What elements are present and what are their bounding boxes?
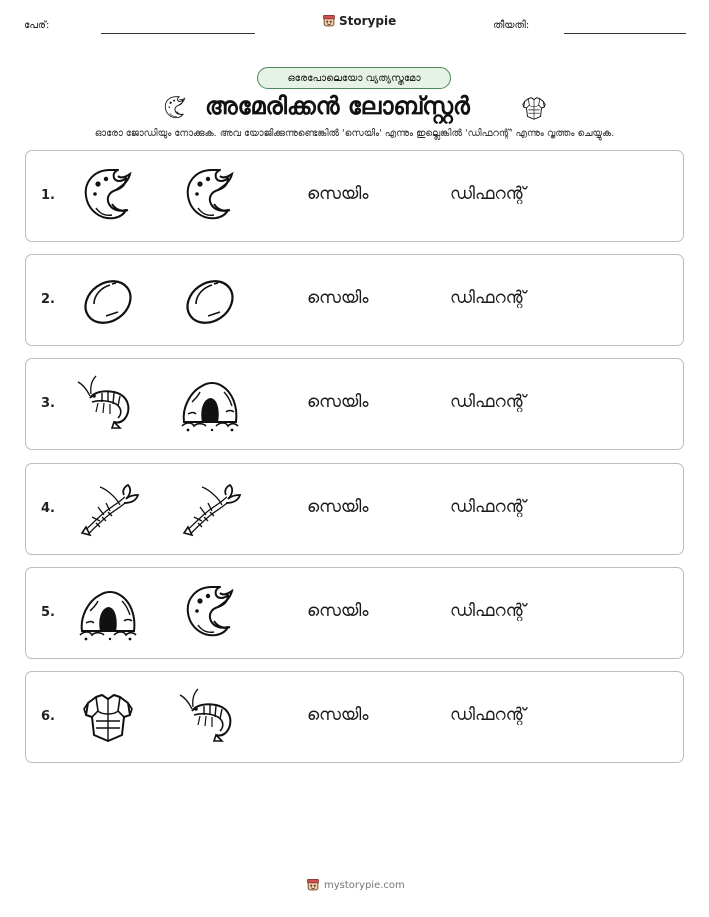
claw-icon [161,94,189,122]
name-field-line [101,33,255,34]
option-different[interactable]: ഡിഫറന്റ് [450,288,526,309]
mascot-icon [306,878,320,892]
date-field-line [564,33,686,34]
question-number: 5. [41,604,55,620]
name-label: പേര്: [24,20,50,31]
claw-icon [178,581,242,645]
cave-icon [178,372,242,436]
option-same[interactable]: സെയിം [307,600,369,621]
option-same[interactable]: സെയിം [307,496,369,517]
question-row [25,254,684,346]
instructions: ഓരോ ജോഡിയും നോക്കുക. അവ യോജിക്കുന്നുണ്ടെങ്കിൽ 'സെയിം' എന്നും ഇല്ലെങ്കിൽ 'ഡിഫറന്റ്' എന്നും വൃത്തം ചെയ്യുക. [94,128,615,139]
cave-icon [76,581,140,645]
question-number: 6. [41,709,55,724]
lobster-icon [178,477,242,541]
question-row [25,567,684,659]
question-number: 2. [41,292,55,308]
option-different[interactable]: ഡിഫറന്റ് [450,705,526,725]
question-row [25,358,684,450]
option-same[interactable]: സെയിം [307,392,369,413]
question-row [25,671,684,763]
question-number: 3. [41,396,55,412]
option-different[interactable]: ഡിഫറന്റ് [450,496,526,517]
claw-icon [76,164,140,228]
shrimp-icon [76,372,140,436]
egg-icon [178,268,242,332]
title-row [0,88,709,128]
footer [0,878,709,898]
claw-icon [178,164,242,228]
option-different[interactable]: ഡിഫറന്റ് [450,184,526,204]
question-number: 4. [41,500,55,516]
question-row [25,150,684,242]
option-different[interactable]: ഡിഫറന്റ് [450,392,526,413]
brand-name: Storypie [339,14,397,28]
option-same[interactable]: സെയിം [307,184,369,204]
mascot-icon [322,14,336,28]
page-title: അമേരിക്കൻ ലോബ്സ്റ്റർ [205,92,470,120]
question-number: 1. [41,188,55,203]
date-label: തീയതി: [493,20,530,31]
brand-logo [322,14,396,28]
option-different[interactable]: ഡിഫറന്റ് [450,600,526,621]
lobster-icon [76,477,140,541]
armor-icon [76,685,140,749]
option-same[interactable]: സെയിം [307,288,369,309]
question-row [25,463,684,555]
worksheet-header [0,14,709,40]
option-same[interactable]: സെയിം [307,705,369,725]
egg-icon [76,268,140,332]
shrimp-icon [178,685,242,749]
worksheet-type-badge: ഒരേപോലെയോ വ്യത്യസ്തമോ [257,67,451,89]
footer-url: mystorypie.com [324,879,405,891]
armor-icon [519,93,549,123]
